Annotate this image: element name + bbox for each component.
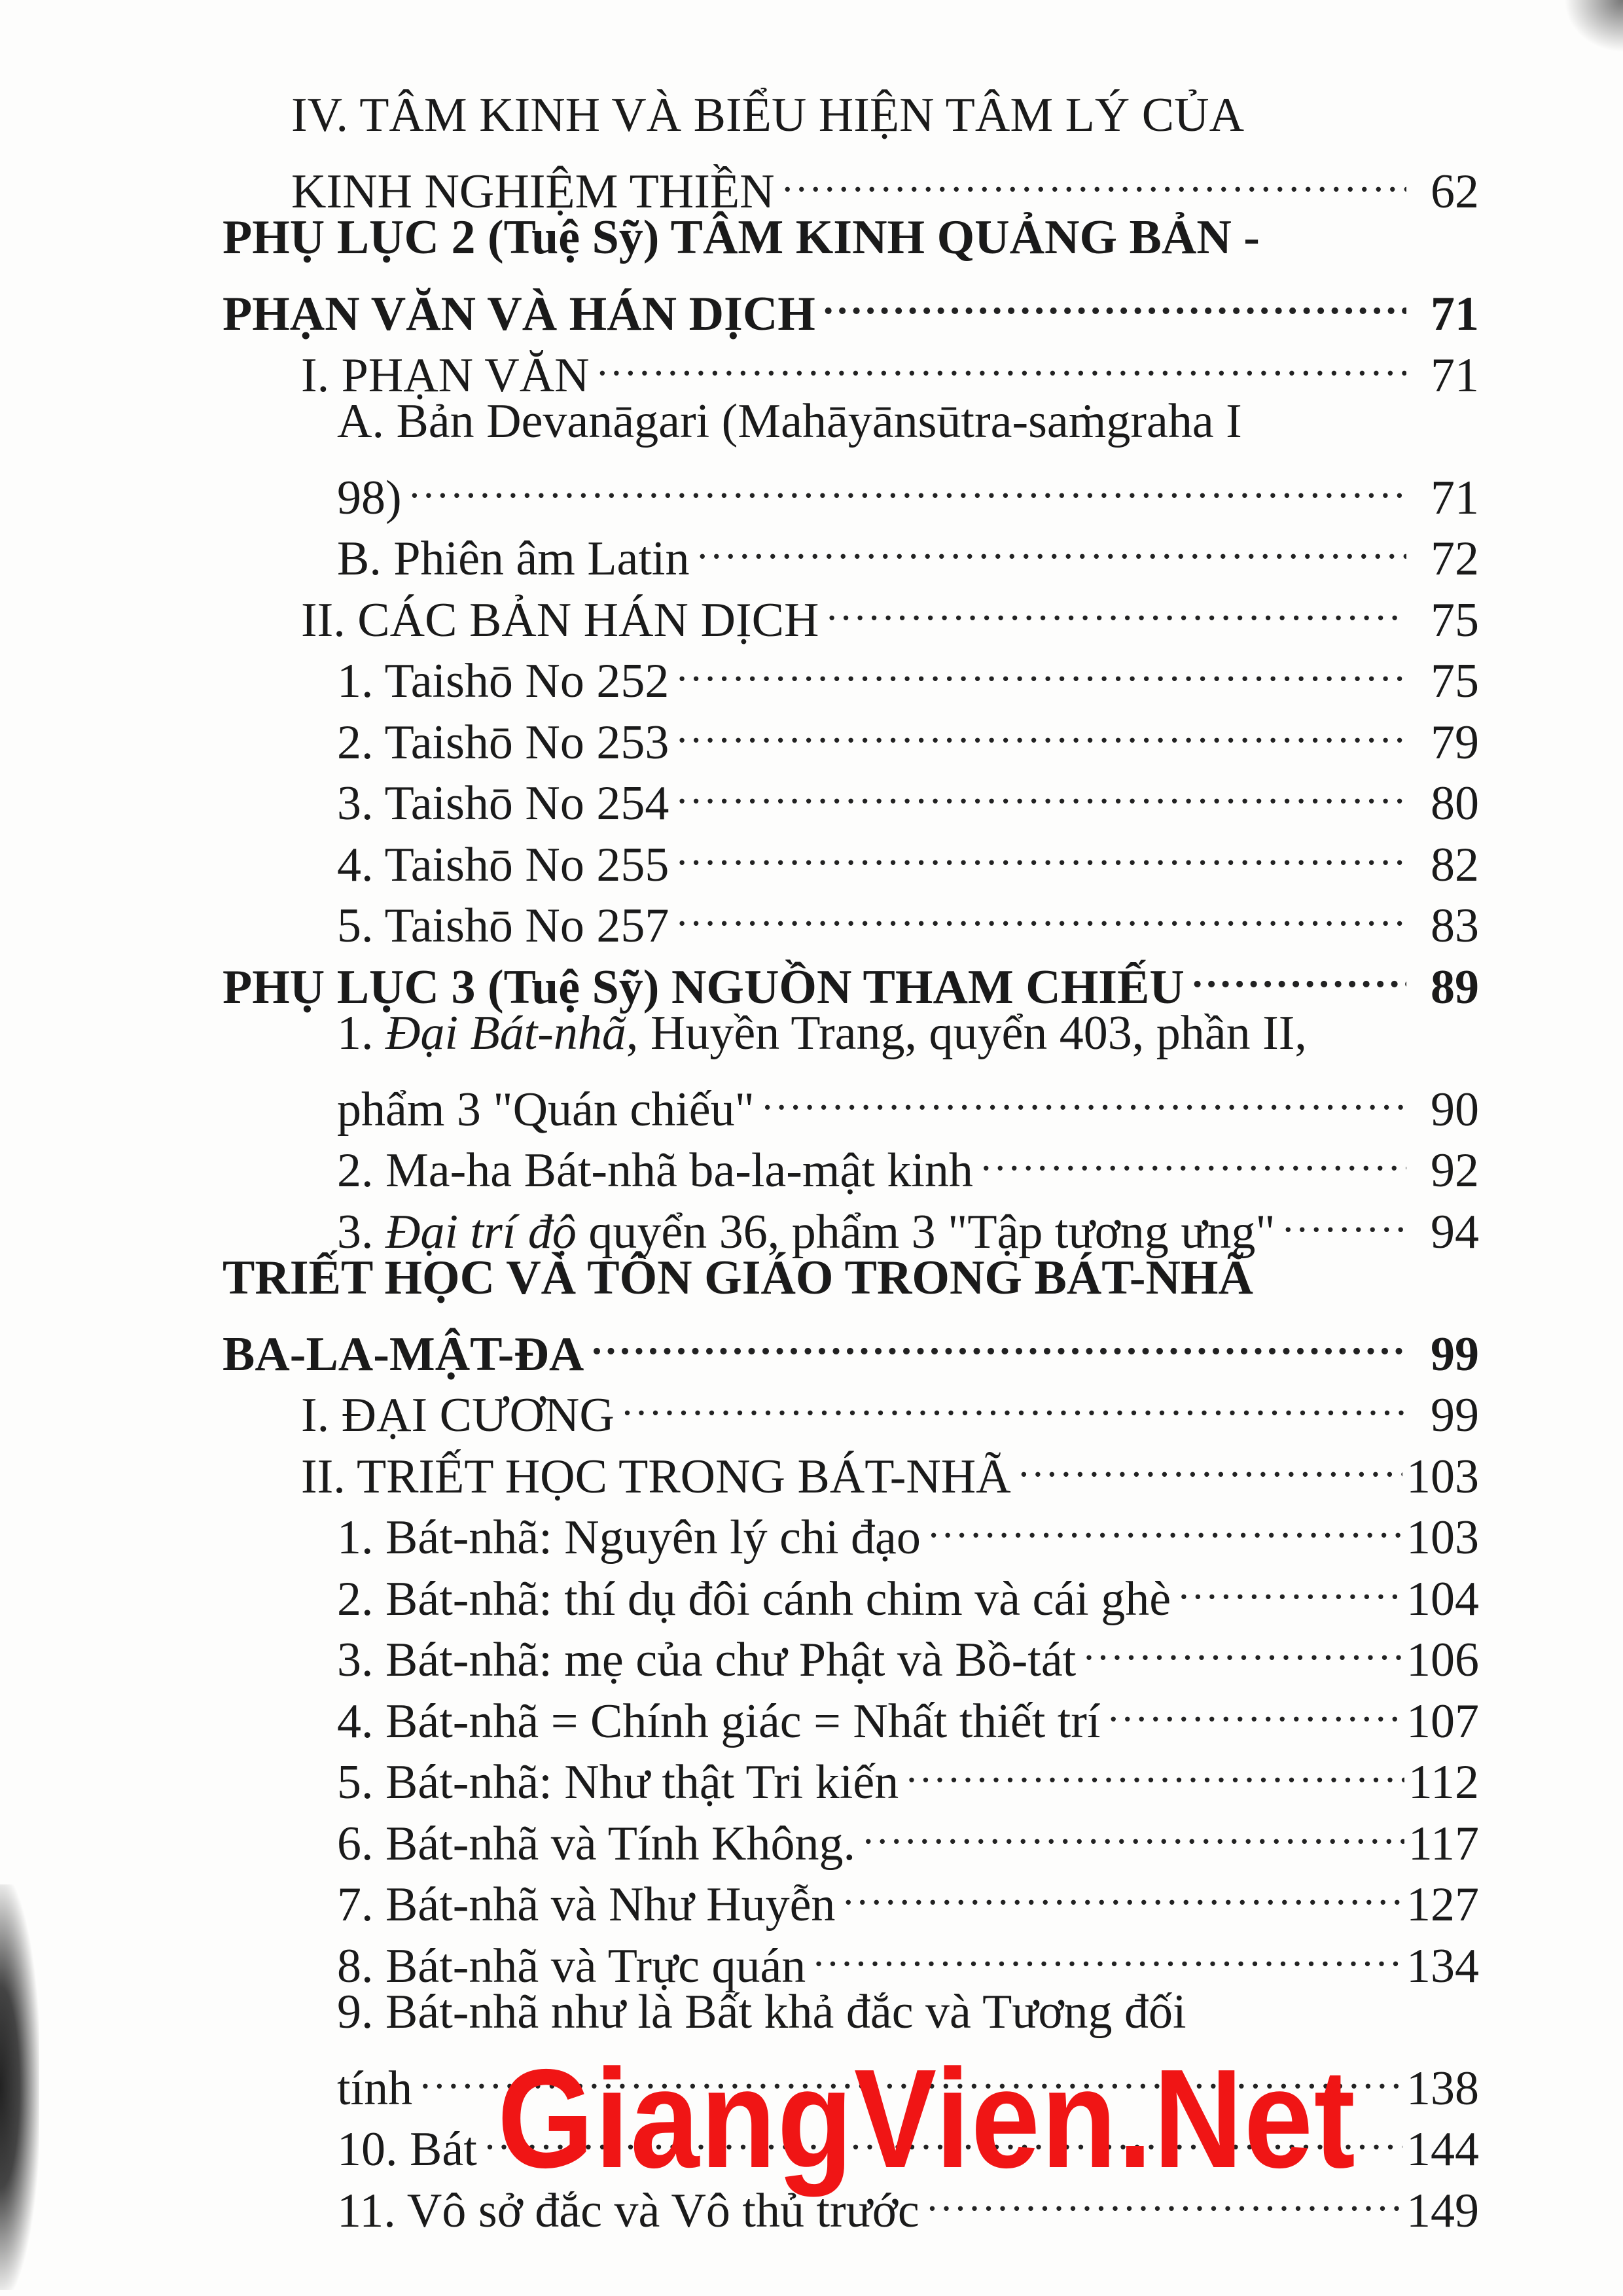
toc-entry-title: 1. Taishō No 252 — [337, 654, 669, 708]
toc-entry-title: TRIẾT HỌC VÀ TÔN GIÁO TRONG BÁT-NHÃ — [223, 1250, 1253, 1305]
toc-page-number: 72 — [1431, 532, 1479, 586]
toc-leader-dots — [929, 1492, 1402, 1554]
toc-page-number: 83 — [1431, 899, 1479, 953]
toc-leader-dots — [823, 269, 1406, 330]
toc-entry-suffix: , Huyền Trang, quyển 403, phần II, — [626, 1006, 1307, 1060]
toc-leader-dots — [827, 574, 1406, 636]
toc-leader-dots — [762, 1064, 1406, 1125]
toc-entry-title: B. Phiên âm Latin — [337, 532, 690, 586]
toc-leader-dots — [1192, 942, 1406, 1003]
toc-entry-title: tính — [337, 2061, 413, 2115]
toc-leader-dots — [813, 1920, 1402, 1982]
toc-page-number: 103 — [1406, 1449, 1479, 1504]
toc-leader-dots — [677, 697, 1406, 758]
toc-entry-title: KINH NGHIỆM THIỀN — [291, 165, 775, 219]
toc-entry-italic-title: Đại trí độ — [385, 1205, 577, 1259]
toc-entry — [223, 1982, 1479, 2043]
toc-entry-title: 7. Bát-nhã và Như Huyễn — [337, 1878, 836, 1932]
toc-entry — [223, 269, 1479, 341]
toc-entry-title: PHẠN VĂN VÀ HÁN DỊCH — [223, 287, 815, 341]
toc-page-number: 71 — [1431, 287, 1479, 341]
toc-entry-title: 11. Vô sở đắc và Vô thủ trước — [337, 2183, 919, 2238]
toc-page-number: 117 — [1408, 1816, 1479, 1871]
toc-entry-title: 5. Taishō No 257 — [337, 899, 669, 953]
toc-entry — [223, 452, 1479, 525]
toc-leader-dots — [1283, 1186, 1406, 1248]
toc-entry-title: IV. TÂM KINH VÀ BIỂU HIỆN TÂM LÝ CỦA — [291, 88, 1245, 142]
toc-leader-dots — [677, 758, 1406, 820]
toc-page-number: 75 — [1431, 654, 1479, 708]
toc-entry-title — [337, 1003, 1311, 1065]
toc-page-number: 103 — [1406, 1511, 1479, 1564]
toc-page-number: 71 — [1431, 348, 1479, 402]
toc-page-number: 71 — [1431, 470, 1479, 525]
toc-entry-title: PHỤ LỤC 2 (Tuệ Sỹ) TÂM KINH QUẢNG BẢN - — [223, 211, 1260, 264]
toc-entry-title: 9. Bát-nhã như là Bất khả đắc và Tương đối — [337, 1985, 1186, 2039]
toc-page-number: 104 — [1406, 1572, 1479, 1626]
toc-entry-title: I. PHẠN VĂN — [301, 348, 590, 402]
toc-entry — [223, 391, 1479, 453]
toc-page-number: 127 — [1406, 1878, 1479, 1932]
toc-leader-dots — [592, 1309, 1406, 1370]
toc-entry-prefix: 1. — [337, 1006, 385, 1060]
toc-entry-title: 10. Bát — [337, 2123, 477, 2176]
toc-page-number: 144 — [1406, 2123, 1479, 2176]
toc-entry-title: phẩm 3 "Quán chiếu" — [337, 1082, 755, 1137]
toc-page-number: 89 — [1431, 960, 1479, 1014]
toc-page-number: 134 — [1406, 1939, 1479, 1993]
toc-entry-title: 6. Bát-nhã và Tính Không. — [337, 1816, 855, 1871]
toc-page-number: 82 — [1431, 838, 1479, 892]
toc-leader-dots — [1179, 1553, 1402, 1615]
table-of-contents — [223, 85, 1479, 2238]
toc-entry-title: 8. Bát-nhã và Trực quán — [337, 1939, 806, 1993]
toc-entry-suffix: quyển 36, phẩm 3 "Tập tương ưng" — [576, 1205, 1275, 1259]
toc-page-number: 80 — [1431, 777, 1479, 830]
toc-page-number: 107 — [1406, 1694, 1479, 1748]
toc-entry-title: 3. Taishō No 254 — [337, 777, 669, 830]
toc-entry-title: 2. Ma-ha Bát-nhã ba-la-mật kinh — [337, 1144, 973, 1197]
toc-leader-dots — [906, 1737, 1404, 1799]
toc-leader-dots — [410, 452, 1406, 514]
toc-page-number: 106 — [1406, 1633, 1479, 1687]
toc-entry — [223, 207, 1479, 269]
toc-leader-dots — [1019, 1431, 1402, 1492]
toc-entry — [223, 1248, 1479, 1309]
toc-entry-title: 98) — [337, 470, 402, 525]
toc-entry-title: BA-LA-MẬT-ĐA — [223, 1327, 584, 1381]
toc-leader-dots — [1109, 1676, 1402, 1737]
toc-entry — [223, 514, 1479, 586]
toc-entry-title: II. TRIẾT HỌC TRONG BÁT-NHÃ — [301, 1449, 1011, 1504]
page-edge-shadow — [0, 1884, 39, 2290]
toc-entry-italic-title: Đại Bát-nhã — [385, 1006, 626, 1060]
toc-leader-dots — [677, 881, 1406, 942]
toc-leader-dots — [597, 330, 1406, 391]
toc-page-number: 94 — [1431, 1205, 1479, 1259]
toc-entry-title: 5. Bát-nhã: Như thật Tri kiến — [337, 1756, 899, 1809]
toc-entry — [223, 1003, 1479, 1065]
toc-page-number: 75 — [1431, 593, 1479, 647]
toc-entry — [223, 85, 1479, 147]
toc-page-number: 79 — [1431, 715, 1479, 769]
toc-page-number: 138 — [1406, 2061, 1479, 2115]
toc-page-number: 99 — [1431, 1327, 1479, 1381]
toc-entry-title: 4. Bát-nhã = Chính giác = Nhất thiết trí — [337, 1694, 1101, 1748]
toc-entry — [223, 1309, 1479, 1381]
toc-page-number: 99 — [1431, 1388, 1479, 1442]
toc-entry-title: 2. Bát-nhã: thí dụ đôi cánh chim và cái ghè — [337, 1572, 1171, 1626]
toc-leader-dots — [981, 1125, 1406, 1187]
toc-leader-dots — [677, 636, 1406, 698]
toc-entry-title: 2. Taishō No 253 — [337, 715, 669, 769]
toc-entry-title: 4. Taishō No 255 — [337, 838, 669, 892]
toc-entry — [223, 1064, 1479, 1137]
page-corner-shadow — [1564, 0, 1623, 52]
toc-leader-dots — [698, 514, 1407, 575]
toc-leader-dots — [843, 1860, 1402, 1921]
toc-entry-title: PHỤ LỤC 3 (Tuệ Sỹ) NGUỒN THAM CHIẾU — [223, 960, 1185, 1014]
toc-entry-title: II. CÁC BẢN HÁN DỊCH — [301, 593, 819, 647]
toc-entry-prefix: 3. — [337, 1205, 385, 1259]
toc-entry-title: 3. Bát-nhã: mẹ của chư Phật và Bồ-tát — [337, 1633, 1077, 1687]
toc-page-number: 112 — [1408, 1756, 1479, 1809]
toc-leader-dots — [783, 147, 1406, 208]
toc-entry — [223, 147, 1479, 219]
toc-page-number: 149 — [1406, 2183, 1479, 2238]
watermark-logo-text: GiangVien.Net — [497, 2040, 1357, 2197]
toc-page-number: 62 — [1431, 165, 1479, 219]
toc-entry-title: A. Bản Devanāgari (Mahāyānsūtra-saṁgraha I — [337, 394, 1242, 448]
toc-leader-dots — [863, 1798, 1404, 1860]
toc-page-number: 92 — [1431, 1144, 1479, 1197]
toc-entry-title: I. ĐẠI CƯƠNG — [301, 1388, 615, 1442]
toc-leader-dots — [622, 1370, 1406, 1432]
toc-leader-dots — [1084, 1615, 1402, 1676]
toc-leader-dots — [677, 819, 1406, 881]
toc-entry-title: 1. Bát-nhã: Nguyên lý chi đạo — [337, 1511, 921, 1564]
toc-page-number: 90 — [1431, 1082, 1479, 1137]
